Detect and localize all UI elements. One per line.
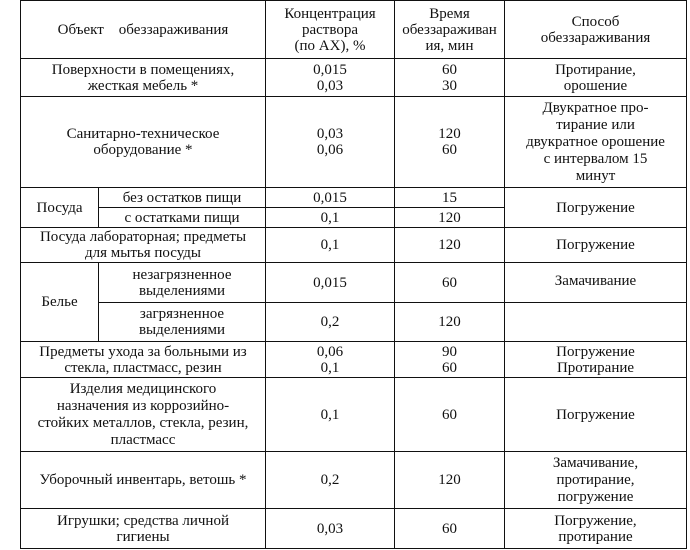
row8-object-text: Уборочный инвентарь, ветошь *: [39, 472, 247, 488]
row8-concentration: [266, 452, 394, 508]
header-object-text: Объект обеззараживания: [57, 21, 229, 38]
row2-method-line: с интервалом 15: [543, 150, 648, 167]
row2-method-line: двукратное орошение: [526, 133, 665, 150]
row5-sub1-label: [99, 263, 265, 302]
header-concentration-line: Концентрация: [284, 5, 376, 22]
row8-object: [21, 452, 265, 508]
row7-concentration-value: 0,1: [320, 406, 340, 423]
row9-method-line: Погружение,: [554, 512, 637, 529]
row9-object: [21, 509, 265, 548]
row3-object-text: Посуда: [36, 199, 83, 216]
row5-sub2-concentration: [266, 303, 394, 341]
row7-object-line: стойких металлов, стекла, резин,: [37, 414, 249, 431]
row4-object: [21, 228, 265, 262]
row7-object: [21, 378, 265, 451]
row9-time: [395, 509, 504, 548]
row2-method: [505, 97, 686, 187]
row5-sub2-concentration-value: 0,2: [320, 314, 340, 330]
row5-sub1-label-line: выделениями: [138, 282, 226, 299]
row3-sub1-label-text: без остатков пищи: [122, 189, 242, 206]
header-method-line: Способ: [571, 13, 620, 30]
row5-sub2-label-line: загрязненное: [139, 306, 225, 322]
row4-method: [505, 228, 686, 262]
row8-concentration-value: 0,2: [320, 472, 340, 488]
row5-sub2-time: [395, 303, 504, 341]
header-method-line: обеззараживания: [540, 29, 651, 46]
row4-method-text: Погружение: [556, 237, 635, 253]
row7-object-line: Изделия медицинского: [69, 380, 217, 397]
row5-sub1-time: [395, 263, 504, 302]
row3-sub1-concentration-value: 0,015: [313, 189, 347, 206]
row1-method-line: Протирание,: [555, 61, 636, 78]
row3-sub2-time: [395, 208, 504, 227]
row7-object-line: пластмасс: [110, 431, 176, 448]
row1-concentration-value: 0,03: [316, 77, 344, 94]
row2-time: [395, 97, 504, 187]
row6-concentration: [266, 342, 394, 377]
row5-sub1-time-value: 60: [442, 274, 457, 291]
row2-method-line: тирание или: [556, 116, 635, 133]
row6-time-value: 60: [442, 359, 457, 376]
row9-method-line: протирание: [558, 528, 633, 545]
row9-time-value: 60: [442, 520, 457, 537]
row2-method-line: минут: [575, 167, 616, 184]
row3-object: [21, 188, 98, 227]
header-time-line: Время: [429, 5, 470, 22]
row2-method-line: Двукратное про-: [542, 99, 649, 116]
row5-sub2-label: [99, 303, 265, 341]
row3-sub2-time-value: 120: [438, 209, 461, 226]
row3-sub1-time: [395, 188, 504, 207]
row9-object-line: Игрушки; средства личной: [57, 512, 229, 529]
row2-object-line: оборудование *: [93, 142, 193, 158]
row8-method: [505, 452, 686, 508]
row5-sub2-label-line: выделениями: [138, 322, 226, 338]
header-concentration: [266, 1, 394, 58]
row1-concentration: [266, 59, 394, 96]
row3-method-text: Погружение: [556, 199, 635, 216]
row2-concentration: [266, 97, 394, 187]
row6-object: [21, 342, 265, 377]
row3-sub2-concentration-value: 0,1: [320, 209, 340, 226]
row5-sub1-method: [505, 263, 686, 302]
row6-method-line: Погружение: [556, 343, 635, 360]
row1-time-value: 60: [442, 61, 457, 78]
row3-sub2-label: [99, 208, 265, 227]
header-method: [505, 1, 686, 58]
row1-method-line: орошение: [563, 77, 628, 94]
row1-concentration-value: 0,015: [313, 61, 347, 78]
row7-concentration: [266, 378, 394, 451]
row1-time: [395, 59, 504, 96]
row6-concentration-value: 0,06: [316, 343, 344, 360]
row2-concentration-value: 0,03: [316, 126, 344, 142]
row4-time: [395, 228, 504, 262]
row6-time-value: 90: [442, 343, 457, 360]
row5-sub1-concentration: [266, 263, 394, 302]
row5-sub1-method-text: Замачивание: [554, 273, 637, 289]
row4-time-value: 120: [438, 237, 461, 253]
row9-object-line: гигиены: [116, 528, 170, 545]
row6-method-line: Протирание: [556, 359, 635, 376]
header-time: [395, 1, 504, 58]
row5-sub2-time-value: 120: [438, 314, 461, 330]
row4-object-line: для мытья посуды: [84, 245, 201, 261]
row9-concentration: [266, 509, 394, 548]
row7-method-text: Погружение: [556, 406, 635, 423]
row1-object-line: жесткая мебель *: [87, 77, 199, 94]
row6-object-line: стекла, пластмасс, резин: [64, 359, 222, 376]
header-object: [21, 1, 265, 58]
header-time-line: ия, мин: [425, 37, 474, 54]
row4-concentration-value: 0,1: [320, 237, 340, 253]
row1-object: [21, 59, 265, 96]
row3-sub2-label-text: с остатками пищи: [124, 209, 240, 226]
row1-object-line: Поверхности в помещениях,: [51, 61, 235, 78]
row5-sub1-label-line: незагрязненное: [132, 266, 232, 283]
row9-method: [505, 509, 686, 548]
row4-concentration: [266, 228, 394, 262]
row2-time-value: 120: [438, 126, 461, 142]
row6-concentration-value: 0,1: [320, 359, 340, 376]
row6-object-line: Предметы ухода за больными из: [39, 343, 247, 360]
row7-time-value: 60: [442, 406, 457, 423]
row8-method-line: Замачивание,: [552, 454, 639, 471]
row8-time: [395, 452, 504, 508]
row7-method: [505, 378, 686, 451]
row1-method: [505, 59, 686, 96]
header-concentration-line: раствора: [301, 21, 358, 38]
row6-time: [395, 342, 504, 377]
row3-sub1-label: [99, 188, 265, 207]
row4-object-line: Посуда лабораторная; предметы: [39, 229, 247, 245]
row5-sub1-concentration-value: 0,015: [313, 274, 347, 291]
row1-time-value: 30: [442, 77, 457, 94]
row7-time: [395, 378, 504, 451]
row5-object-text: Белье: [41, 294, 78, 310]
row8-method-line: погружение: [557, 488, 634, 505]
row3-sub2-concentration: [266, 208, 394, 227]
row6-method: [505, 342, 686, 377]
row3-method: [505, 188, 686, 227]
row7-object-line: назначения из коррозийно-: [56, 397, 230, 414]
row5-object: [21, 263, 98, 341]
header-time-line: обеззараживан: [402, 21, 497, 38]
row8-method-line: протирание,: [556, 471, 635, 488]
row2-object: [21, 97, 265, 187]
row9-concentration-value: 0,03: [316, 520, 344, 537]
row3-sub1-time-value: 15: [442, 189, 457, 206]
row8-time-value: 120: [438, 472, 461, 488]
header-concentration-line: (по АХ), %: [294, 37, 366, 54]
row3-sub1-concentration: [266, 188, 394, 207]
row2-concentration-value: 0,06: [316, 142, 344, 158]
row2-object-line: Санитарно-техническое: [66, 126, 220, 142]
row2-time-value: 60: [442, 142, 457, 158]
